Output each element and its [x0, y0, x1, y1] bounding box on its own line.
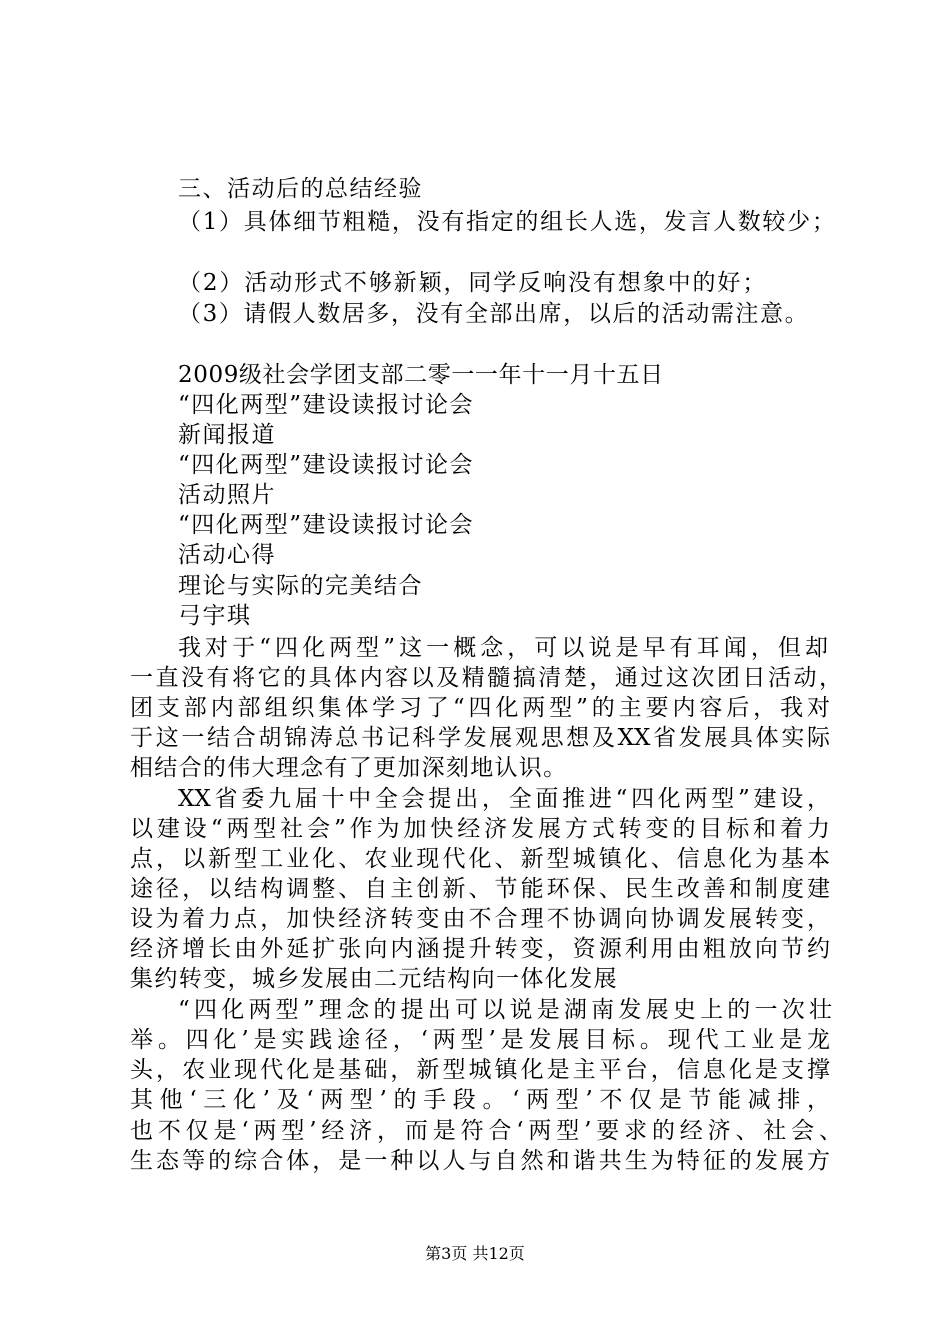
paragraph-line: 头，农业现代化是基础，新型城镇化是主平台，信息化是支撑 [130, 1057, 830, 1083]
essay-title: 理论与实际的完美结合 [178, 573, 423, 599]
paragraph-line: 以建设“两型社会”作为加快经济发展方式转变的目标和着力 [130, 816, 830, 842]
summary-item-3: （3）请假人数居多，没有全部出席，以后的活动需注意。 [178, 301, 810, 327]
paragraph-line: 设为着力点，加快经济转变由不合理不协调向协调发展转变， [130, 906, 830, 932]
summary-item-1: （1）具体细节粗糙，没有指定的组长人选，发言人数较少； [178, 209, 837, 235]
paragraph-line: 点，以新型工业化、农业现代化、新型城镇化、信息化为基本 [130, 846, 830, 872]
paragraph-line: 举。四化’是实践途径，‘两型’是发展目标。现代工业是龙 [130, 1027, 830, 1053]
paragraph-line: 经济增长由外延扩张向内涵提升转变，资源利用由粗放向节约 [130, 936, 830, 962]
paragraph-line: XX省委九届十中全会提出，全面推进“四化两型”建设， [178, 786, 830, 812]
paragraph-line: 我对于“四化两型”这一概念，可以说是早有耳闻，但却 [178, 635, 828, 661]
summary-item-2: （2）活动形式不够新颖，同学反响没有想象中的好； [178, 270, 768, 296]
paragraph-line: 其他‘三化’及‘两型’的手段。‘两型’不仅是节能减排， [130, 1087, 830, 1113]
reflection-label: 活动心得 [178, 542, 276, 568]
paragraph-line: 集约转变，城乡发展由二元结构向一体化发展 [130, 966, 618, 992]
paragraph-line: 也不仅是‘两型’经济，而是符合‘两型’要求的经济、社会、 [130, 1118, 842, 1144]
paragraph-line: “四化两型”理念的提出可以说是湖南发展史上的一次壮 [178, 997, 832, 1023]
paragraph-line: 于这一结合胡锦涛总书记科学发展观思想及XX省发展具体实际 [130, 725, 830, 751]
paragraph-line: 一直没有将它的具体内容以及精髓搞清楚，通过这次团日活动， [130, 665, 842, 691]
event-title: “四化两型”建设读报讨论会 [178, 392, 475, 418]
event-title: “四化两型”建设读报讨论会 [178, 452, 475, 478]
paragraph-line: 相结合的伟大理念有了更加深刻地认识。 [130, 755, 568, 781]
event-title: “四化两型”建设读报讨论会 [178, 512, 475, 538]
news-report-label: 新闻报道 [178, 422, 276, 448]
photos-label: 活动照片 [178, 482, 276, 508]
signature-line: 2009级社会学团支部二零一一年十一月十五日 [178, 362, 664, 388]
author-name: 弓宇琪 [178, 603, 252, 629]
page-number: 第3页 共12页 [425, 1244, 525, 1263]
paragraph-line: 团支部内部组织集体学习了“四化两型”的主要内容后，我对 [130, 695, 830, 721]
section-heading: 三、活动后的总结经验 [178, 176, 423, 202]
paragraph-line: 生态等的综合体，是一种以人与自然和谐共生为特征的发展方 [130, 1148, 830, 1174]
paragraph-line: 途径，以结构调整、自主创新、节能环保、民生改善和制度建 [130, 876, 830, 902]
